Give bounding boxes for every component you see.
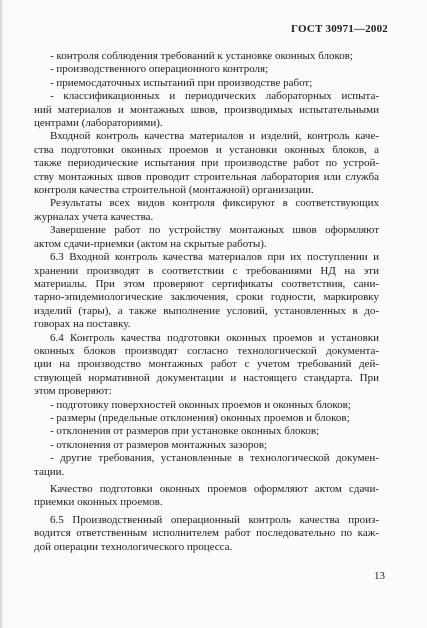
list-item: - размеры (предельные отклонения) оконных проемов и блоков; <box>50 411 350 424</box>
section-6-3: 6.3 Входной контроль качества материалов при их поступлении и хранении производят в соответствии с требованиями НД на эти материалы. При этом проверяют сертификаты соответствия, сани- тарно-эпидемиологические заключения, сроки годности, маркировку изделий (тары), а также выполнение условий, установленных в до- говорах на поставку. <box>34 251 379 331</box>
paragraph-completion: Завершение работ по устройству монтажных швов оформляют актом сдачи-приемки (актом на скрытые работы). <box>34 224 379 250</box>
list-item: - другие требования, установленные в технологической докумен- тации. <box>34 452 379 478</box>
page-edge-shadow <box>0 0 3 628</box>
list-item: - контроля соблюдения требований к установке оконных блоков; <box>50 50 353 62</box>
paragraph-input-control: Входной контроль качества материалов и изделий, контроль каче- ства подготовки оконных проемов и установки оконных блоков, а также периодические испытания при производстве работ по устрой- ству монтажных швов проводит строительная лаборатория или служба контроля качества строительной (монтажной) организации. <box>34 130 379 197</box>
page-header-standard-number: ГОСТ 30971—2002 <box>291 23 388 35</box>
list-item: - классификационных и периодических лабораторных испыта- ний материалов и монтажных швов, производимых испытательными центрами (лабораториями). <box>34 90 379 130</box>
paragraph-results: Результаты всех видов контроля фиксируют в соответствующих журналах учета качества. <box>34 197 379 223</box>
list-item: - подготовку поверхностей оконных проемов и оконных блоков; <box>50 398 351 411</box>
document-body <box>34 50 379 554</box>
section-6-5: 6.5 Производственный операционный контроль качества произ- водится ответственным исполнителем работ последовательно по каж- дой операции технологического процесса. <box>34 513 379 553</box>
section-6-4: 6.4 Контроль качества подготовки оконных проемов и установки оконных блоков производят согласно технологической документа- ции на производство монтажных работ с учетом требований дей- ствующей нормативной документации и настоящего стандарта. При этом проверяют: <box>34 331 379 398</box>
list-item: - отклонения от размеров монтажных зазоров; <box>50 438 268 451</box>
list-item: - приемосдаточных испытаний при производстве работ; <box>50 76 313 89</box>
paragraph-quality-act: Качество подготовки оконных проемов оформляют актом сдачи- приемки оконных проемов. <box>34 483 379 509</box>
page-number: 13 <box>374 570 385 582</box>
list-item: - производственного операционного контроля; <box>50 63 269 76</box>
list-item: - отклонения от размеров при установке оконных блоков; <box>50 425 320 438</box>
